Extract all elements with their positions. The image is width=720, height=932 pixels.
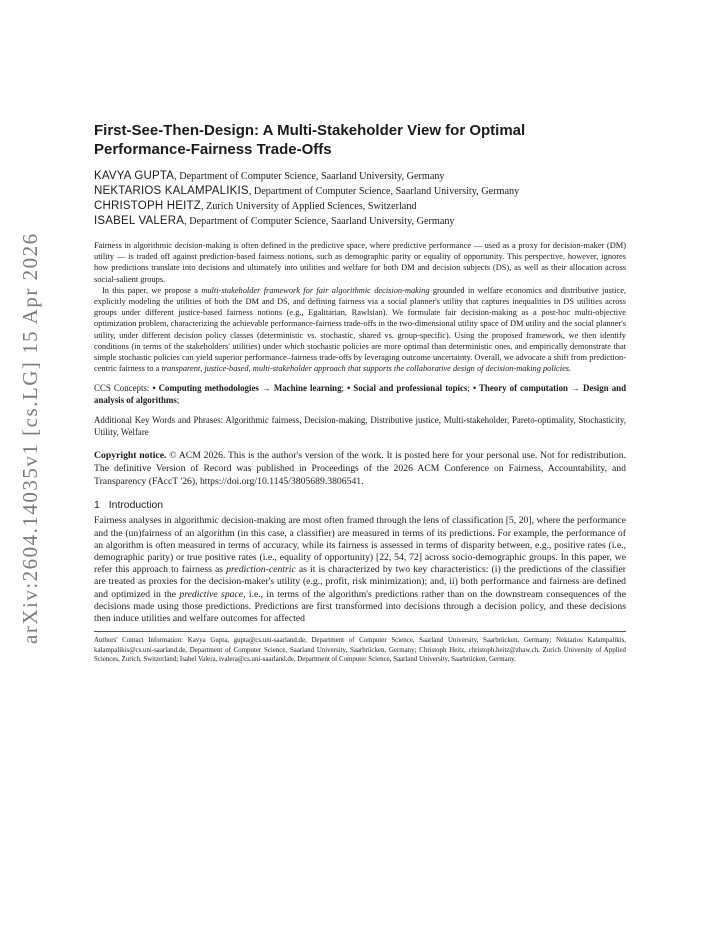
arxiv-sidebar-stamp: arXiv:2604.14035v1 [cs.LG] 15 Apr 2026 bbox=[18, 232, 42, 644]
section-heading bbox=[94, 500, 626, 511]
ccs-concept: • Computing methodologies → Machine learning bbox=[152, 383, 342, 394]
abstract-emphasis: transparent, justice-based, multi-stakeholder approach that supports the collaborative design of decision-making policies. bbox=[161, 364, 572, 374]
author-line bbox=[94, 169, 626, 184]
copyright-label: Copyright notice. bbox=[94, 450, 167, 462]
author-line bbox=[94, 199, 626, 214]
body-text: , i.e., in terms of the algorithm's predictions rather than on the downstream consequences of the decisions made using those predictions. Predictions are first transformed into decisions through a decision policy, and these decisions then induce utilities and welfare outcomes for affected bbox=[94, 588, 626, 625]
author-affiliation: , Department of Computer Science, Saarland University, Germany bbox=[174, 171, 445, 182]
section-number: 1 bbox=[94, 500, 100, 512]
body-text: as it is characterized by two key characteristics: (i) the predictions of the classifier are treated as proxies for the decision-maker's utility (e.g., profit, risk minimization); and, ii) both performance and fairness are defined and optimized in the bbox=[94, 564, 626, 600]
author-affiliation: , Zurich University of Applied Sciences, Switzerland bbox=[200, 201, 417, 212]
abstract bbox=[94, 240, 626, 374]
paper-title: First-See-Then-Design: A Multi-Stakeholder View for Optimal Performance-Fairness Trade-Offs bbox=[94, 122, 526, 158]
ccs-concept: • Social and professional topics bbox=[347, 383, 468, 394]
keywords: Additional Key Words and Phrases: Algorithmic fairness, Decision-making, Distributive justice, Multi-stakeholder, Pareto-optimality, Stochasticity, Utility, Welfare bbox=[94, 415, 626, 437]
author-line bbox=[94, 214, 626, 229]
author-name: NEKTARIOS KALAMPALIKIS bbox=[94, 185, 249, 197]
copyright-notice bbox=[94, 449, 626, 488]
abstract-paragraph: Fairness in algorithmic decision-making is often defined in the predictive space, where predictive performance — used as a proxy for decision-maker (DM) utility — is traded off against prediction-based fairness notions, such as demographic parity or equality of opportunity. This perspective, however, ignores how predictions translate into decisions and ultimately into utilities and welfare for both DM and decision subjects (DS), as well as their allocation across social-salient groups. bbox=[94, 241, 626, 284]
author-name: KAVYA GUPTA bbox=[94, 170, 175, 182]
author-name: CHRISTOPH HEITZ bbox=[94, 200, 201, 212]
ccs-label: CCS Concepts: bbox=[94, 383, 153, 394]
ccs-concepts: CCS Concepts: • Computing methodologies → Machine learning; • Social and professional topics; • Theory of computation → Design and analysis of algorithms; bbox=[94, 383, 627, 405]
abstract-text: In this paper, we propose a bbox=[102, 285, 202, 295]
ccs-concept: • Theory of computation → Design and analysis of algorithms bbox=[94, 383, 627, 405]
author-affiliation: , Department of Computer Science, Saarland University, Germany bbox=[184, 216, 455, 227]
abstract-emphasis: multi-stakeholder framework for fair algorithmic decision-making bbox=[201, 285, 430, 295]
author-line bbox=[94, 184, 626, 199]
section-title: Introduction bbox=[108, 500, 164, 512]
author-list bbox=[94, 169, 626, 229]
paper-page bbox=[94, 121, 626, 664]
body-emphasis: prediction-centric bbox=[226, 564, 296, 576]
copyright-text: © ACM 2026. This is the author's version of the work. It is posted here for your personal use. Not for redistribution. The definitive Version of Record was published in Proceedings of the 2026 ACM Conference on Fairness, Accountability, and Transparency (FAccT '26), https://doi.org/10.1145/3805689.3806541. bbox=[94, 450, 626, 488]
author-affiliation: , Department of Computer Science, Saarland University, Germany bbox=[248, 186, 520, 197]
author-name: ISABEL VALERA bbox=[94, 215, 185, 227]
body-text: Fairness analyses in algorithmic decision-making are most often framed through the lens of classification [5, 20], where the performance and the (un)fairness of an algorithm (in this case, a classifier) are measured in terms of its predictions. For example, the performance of an algorithm is often measured in terms of accuracy, while its fairness is assessed in terms of disparity between, e.g., positive rates (i.e., demographic parity) or true positive rates (i.e., equality of opportunity) [22, 54, 72] across socio-demographic groups. In this paper, we refer this approach to fairness as bbox=[94, 515, 626, 576]
author-contact-footnote: Authors' Contact Information: Kavya Gupta, gupta@cs.uni-saarland.de, Department of Computer Science, Saarland University, Saarbrücken, Germany; Nektarios Kalampalikis, kalampalikis@cs.uni-saarland.de, Department of Computer Science, Saarland University, Saarbrücken, Germany; Christoph Heitz, christoph.heitz@zhaw.ch, Zurich University of Applied Sciences, Zurich, Switzerland; Isabel Valera, ivalera@cs.uni-saarland.de, Department of Computer Science, Saarland University, Saarbrücken, Germany. bbox=[94, 637, 626, 663]
footnote-divider bbox=[94, 631, 626, 632]
abstract-paragraph bbox=[94, 285, 626, 375]
body-emphasis: predictive space bbox=[179, 588, 244, 600]
abstract-text: grounded in welfare economics and distributive justice, explicitly modeling the utilities of both the DM and DS, and defining fairness via a social planner's utility that captures inequalities in DS utilities across groups under different justice-based fairness notions (e.g., Egalitarian, Rawlsian). We formulate fair decision-making as a post-hoc multi-objective optimization problem, characterizing the achievable performance-fairness trade-offs in the two-dimensional utility space of DM utility and the social planner's utility, under different decision policy classes (deterministic vs. stochastic, shared vs. group-specific). Using the proposed framework, we then identify conditions (in terms of the stakeholders' utilities) under which stochastic policies are more optimal than deterministic ones, and empirically demonstrate that simple stochastic policies can yield superior performance–fairness trade-offs by leveraging outcome uncertainty. Overall, we advocate a shift from prediction-centric fairness to a bbox=[94, 285, 627, 374]
intro-paragraph bbox=[94, 515, 626, 625]
